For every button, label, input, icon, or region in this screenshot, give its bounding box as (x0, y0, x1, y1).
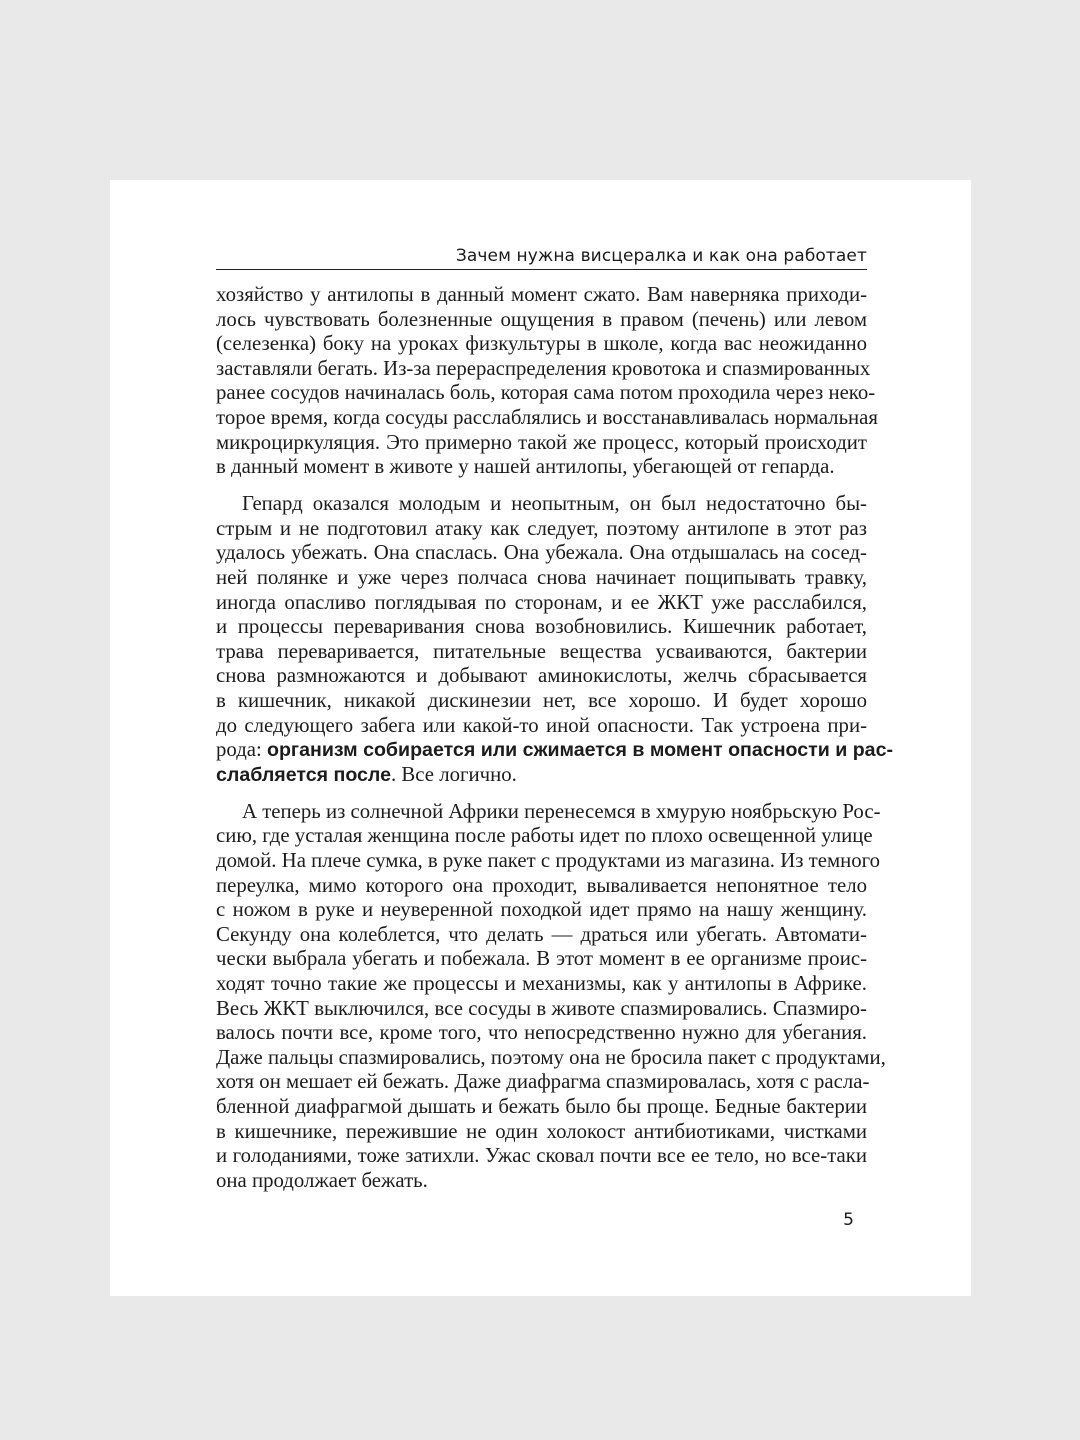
text-line: Весь ЖКТ выключился, все сосуды в животе спазмировались. Спазмиро- (216, 996, 867, 1020)
text-line: удалось убежать. Она спаслась. Она убежала. Она отдышалась на сосед- (216, 541, 867, 565)
text-line: в данный момент в животе у нашей антилопы, убегающей от гепарда. (216, 455, 835, 479)
text-line: домой. На плече сумка, в руке пакет с продуктами из магазина. Из темного (216, 849, 881, 873)
body-text (216, 283, 893, 1206)
text-line: Даже пальцы спазмировались, поэтому она не бросила пакет с продуктами, (216, 1045, 886, 1069)
text-line: снова размножаются и добывают аминокислоты, желчь сбрасывается (216, 664, 867, 688)
text-line: в кишечник, никакой дискинезии нет, все хорошо. И будет хорошо (216, 689, 867, 712)
text-line (216, 738, 893, 763)
paragraph-2 (216, 492, 893, 787)
text-line (216, 763, 867, 788)
book-page (110, 180, 971, 1296)
text-line: (селезенка) боку на уроках физкультуры в школе, когда вас неожиданно (216, 332, 867, 356)
header-rule (216, 269, 867, 270)
bold-emphasis: организм собирается или сжимается в момент опасности и рас- (267, 739, 893, 762)
text-line: торое время, когда сосуды расслаблялись и восстанавливалась нормальная (216, 405, 878, 429)
text-line: и голоданиями, тоже затихли. Ужас сковал почти все ее тело, но все-таки (216, 1144, 867, 1168)
paragraph-1 (216, 283, 878, 480)
text-line: трава переваривается, питательные вещества усваиваются, бактерии (216, 639, 867, 663)
text-line: хотя он мешает ей бежать. Даже диафрагма спазмировалась, хотя с расла- (216, 1070, 870, 1094)
text-line: сию, где усталая женщина после работы идет по плохо освещенной улице (216, 824, 873, 848)
text-line: валось почти все, кроме того, что непосредственно нужно для убегания. (216, 1021, 867, 1045)
text-line: бленной диафрагмой дышать и бежать было бы проще. Бедные бактерии (216, 1095, 867, 1118)
paragraph-3 (216, 799, 886, 1194)
text-line: ней полянке и уже через полчаса снова начинает пощипывать травку, (216, 566, 867, 590)
text-line: иногда опасливо поглядывая по сторонам, и ее ЖКТ уже расслабился, (216, 590, 867, 614)
text-line: А теперь из солнечной Африки перенесемся в хмурую ноябрьскую Рос- (242, 799, 881, 823)
text-line: в кишечнике, пережившие не один холокост антибиотиками, чистками (216, 1119, 867, 1143)
text-line: лось чувствовать болезненные ощущения в правом (печень) или левом (216, 307, 867, 331)
text-line: Гепард оказался молодым и неопытным, он был недостаточно бы- (242, 492, 867, 516)
text-line: чески выбрала убегать и побежала. В этот момент в ее организме проис- (216, 947, 867, 971)
text-line: ранее сосудов начиналась боль, которая сама потом проходила через неко- (216, 381, 876, 405)
text-line: микроциркуляция. Это примерно такой же процесс, который происходит (216, 430, 867, 454)
text-run: рода: (216, 738, 267, 762)
text-line: стрым и не подготовил атаку как следует, поэтому антилопе в этот раз (216, 516, 867, 540)
page-number: 5 (843, 1210, 854, 1230)
text-line: до следующего забега или какой-то иной опасности. Так устроена при- (216, 713, 867, 737)
text-line: с ножом в руке и неуверенной походкой идет прямо на нашу женщину. (216, 898, 867, 922)
text-line: Секунду она колеблется, что делать — драться или убегать. Автомати- (216, 922, 867, 946)
text-line: хозяйство у антилопы в данный момент сжато. Вам наверняка приходи- (216, 283, 867, 306)
text-line: заставляли бегать. Из-за перераспределения кровотока и спазмированных (216, 356, 871, 380)
text-line: и процессы переваривания снова возобновились. Кишечник работает, (216, 615, 867, 639)
text-line: ходят точно такие же процессы и механизмы, как у антилопы в Африке. (216, 972, 867, 996)
running-head: Зачем нужна висцералка и как она работает (455, 246, 867, 266)
text-line: переулка, мимо которого она проходит, вываливается непонятное тело (216, 873, 867, 897)
bold-emphasis: слабляется после (216, 763, 392, 786)
text-line: она продолжает бежать. (216, 1168, 428, 1192)
text-run: . Все логично. (391, 762, 517, 786)
